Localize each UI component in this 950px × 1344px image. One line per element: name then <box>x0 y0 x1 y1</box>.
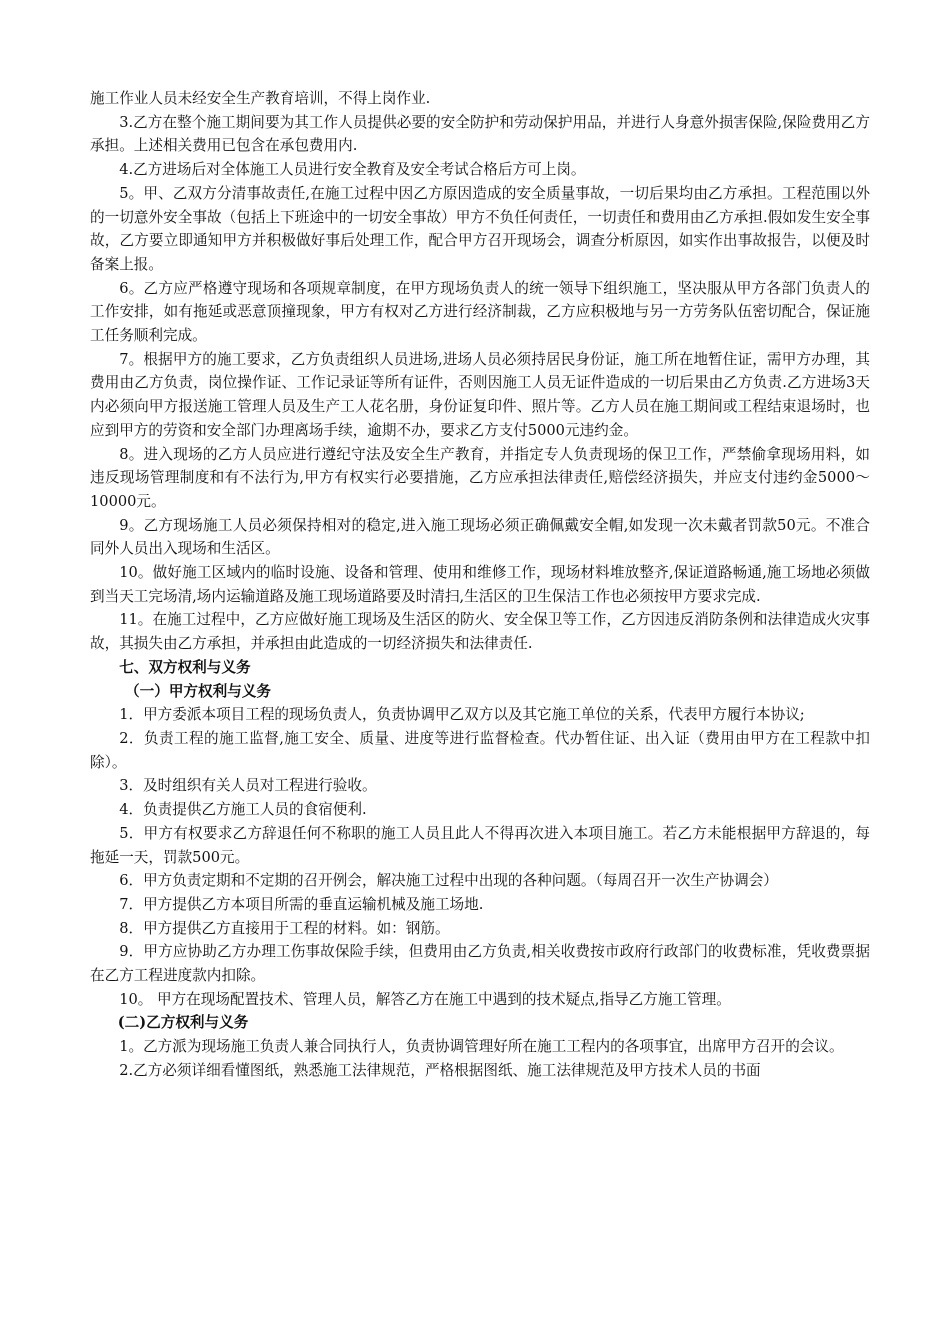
subsection-heading-party-a: （一）甲方权利与义务 <box>125 682 271 700</box>
paragraph-safety-training: 施工作业人员未经安全生产教育培训，不得上岗作业. <box>90 90 431 107</box>
paragraph-clause-9: 9。乙方现场施工人员必须保持相对的稳定,进入施工现场必须正确佩戴安全帽,如发现一次未戴者罚款50元。不准合同外人员出入现场和生活区。 <box>90 516 870 558</box>
party-a-item: 4．负责提供乙方施工人员的食宿便利. <box>119 801 367 819</box>
party-a-item: 3．及时组织有关人员对工程进行验收。 <box>119 777 377 795</box>
party-b-item: 2.乙方必须详细看懂图纸，熟悉施工法律规范，严格根据图纸、施工法律规范及甲方技术人员的书面 <box>119 1061 761 1079</box>
paragraph-clause-6: 6。乙方应严格遵守现场和各项规章制度，在甲方现场负责人的统一领导下组织施工，坚决服从甲方各部门负责人的工作安排，如有拖延或恶意顶撞现象，甲方有权对乙方进行经济制裁，乙方应积极地与另一方劳务队伍密切配合，保证施工任务顺利完成。 <box>90 279 870 345</box>
paragraph-clause-8: 8。进入现场的乙方人员应进行遵纪守法及安全生产教育，并指定专人负责现场的保卫工作，严禁偷拿现场用料，如违反现场管理制度和有不法行为,甲方有权实行必要措施，乙方应承担法律责任,赔偿经济损失，并应支付违约金5000～10000元。 <box>90 445 870 510</box>
paragraph-clause-3: 3.乙方在整个施工期间要为其工作人员提供必要的安全防护和劳动保护用品，并进行人身意外损害保险,保险费用乙方承担。上述相关费用已包含在承包费用内. <box>90 113 870 155</box>
section-heading: 七、双方权利与义务 <box>119 658 251 676</box>
party-a-item: 1．甲方委派本项目工程的现场负责人，负责协调甲乙双方以及其它施工单位的关系，代表甲方履行本协议; <box>119 706 805 724</box>
party-a-item: 5．甲方有权要求乙方辞退任何不称职的施工人员且此人不得再次进入本项目施工。若乙方未能根据甲方辞退的，每拖延一天，罚款500元。 <box>90 824 870 866</box>
paragraph-clause-7: 7。根据甲方的施工要求，乙方负责组织人员进场,进场人员必须持居民身份证，施工所在地暂住证，需甲方办理，其费用由乙方负责，岗位操作证、工作记录证等所有证件，否则因施工人员无证件造成的一切后果由乙方负责.乙方进场3天内必须向甲方报送施工管理人员及生产工人花名册，身份证复印件、照片等。乙方人员在施工期间或工程结束退场时，也应到甲方的劳资和安全部门办理离场手续，逾期不办，要求乙方支付5000元违约金。 <box>90 350 870 439</box>
party-a-item: 9．甲方应协助乙方办理工伤事故保险手续，但费用由乙方负责,相关收费按市政府行政部门的收费标准，凭收费票据在乙方工程进度款内扣除。 <box>90 943 870 985</box>
paragraph-clause-5: 5。甲、乙双方分清事故责任,在施工过程中因乙方原因造成的安全质量事故，一切后果均由乙方承担。工程范围以外的一切意外安全事故（包括上下班途中的一切安全事故）甲方不负任何责任，一切责任和费用由乙方承担.假如发生安全事故，乙方要立即通知甲方并积极做好事后处理工作，配合甲方召开现场会，调查分析原因，如实作出事故报告，以便及时备案上报。 <box>90 184 870 273</box>
paragraph-clause-11: 11。在施工过程中，乙方应做好施工现场及生活区的防火、安全保卫等工作，乙方因违反消防条例和法律造成火灾事故，其损失由乙方承担，并承担由此造成的一切经济损失和法律责任. <box>90 611 870 653</box>
party-a-item: 10。 甲方在现场配置技术、管理人员，解答乙方在施工中遇到的技术疑点,指导乙方施工管理。 <box>119 990 731 1008</box>
contract-body <box>90 87 870 1083</box>
paragraph-clause-10: 10。做好施工区域内的临时设施、设备和管理、使用和维修工作，现场材料堆放整齐,保证道路畅通,施工场地必须做到当天工完场清,场内运输道路及施工现场道路要及时清扫,生活区的卫生保洁工作也必须按甲方要求完成. <box>90 564 870 605</box>
party-b-item: 1。乙方派为现场施工负责人兼合同执行人，负责协调管理好所在施工工程内的各项事宜，出席甲方召开的会议。 <box>119 1038 844 1056</box>
party-a-item: 2．负责工程的施工监督,施工安全、质量、进度等进行监督检查。代办暂住证、出入证（费用由甲方在工程款中扣除）。 <box>90 729 870 771</box>
party-a-item: 7．甲方提供乙方本项目所需的垂直运输机械及施工场地. <box>119 895 484 913</box>
paragraph-clause-4: 4.乙方进场后对全体施工人员进行安全教育及安全考试合格后方可上岗。 <box>119 161 586 179</box>
party-a-item: 8．甲方提供乙方直接用于工程的材料。如：钢筋。 <box>119 919 450 937</box>
party-a-item: 6．甲方负责定期和不定期的召开例会，解决施工过程中出现的各种问题。（每周召开一次生产协调会） <box>119 872 778 890</box>
subsection-heading-party-b: (二)乙方权利与义务 <box>117 1014 249 1032</box>
